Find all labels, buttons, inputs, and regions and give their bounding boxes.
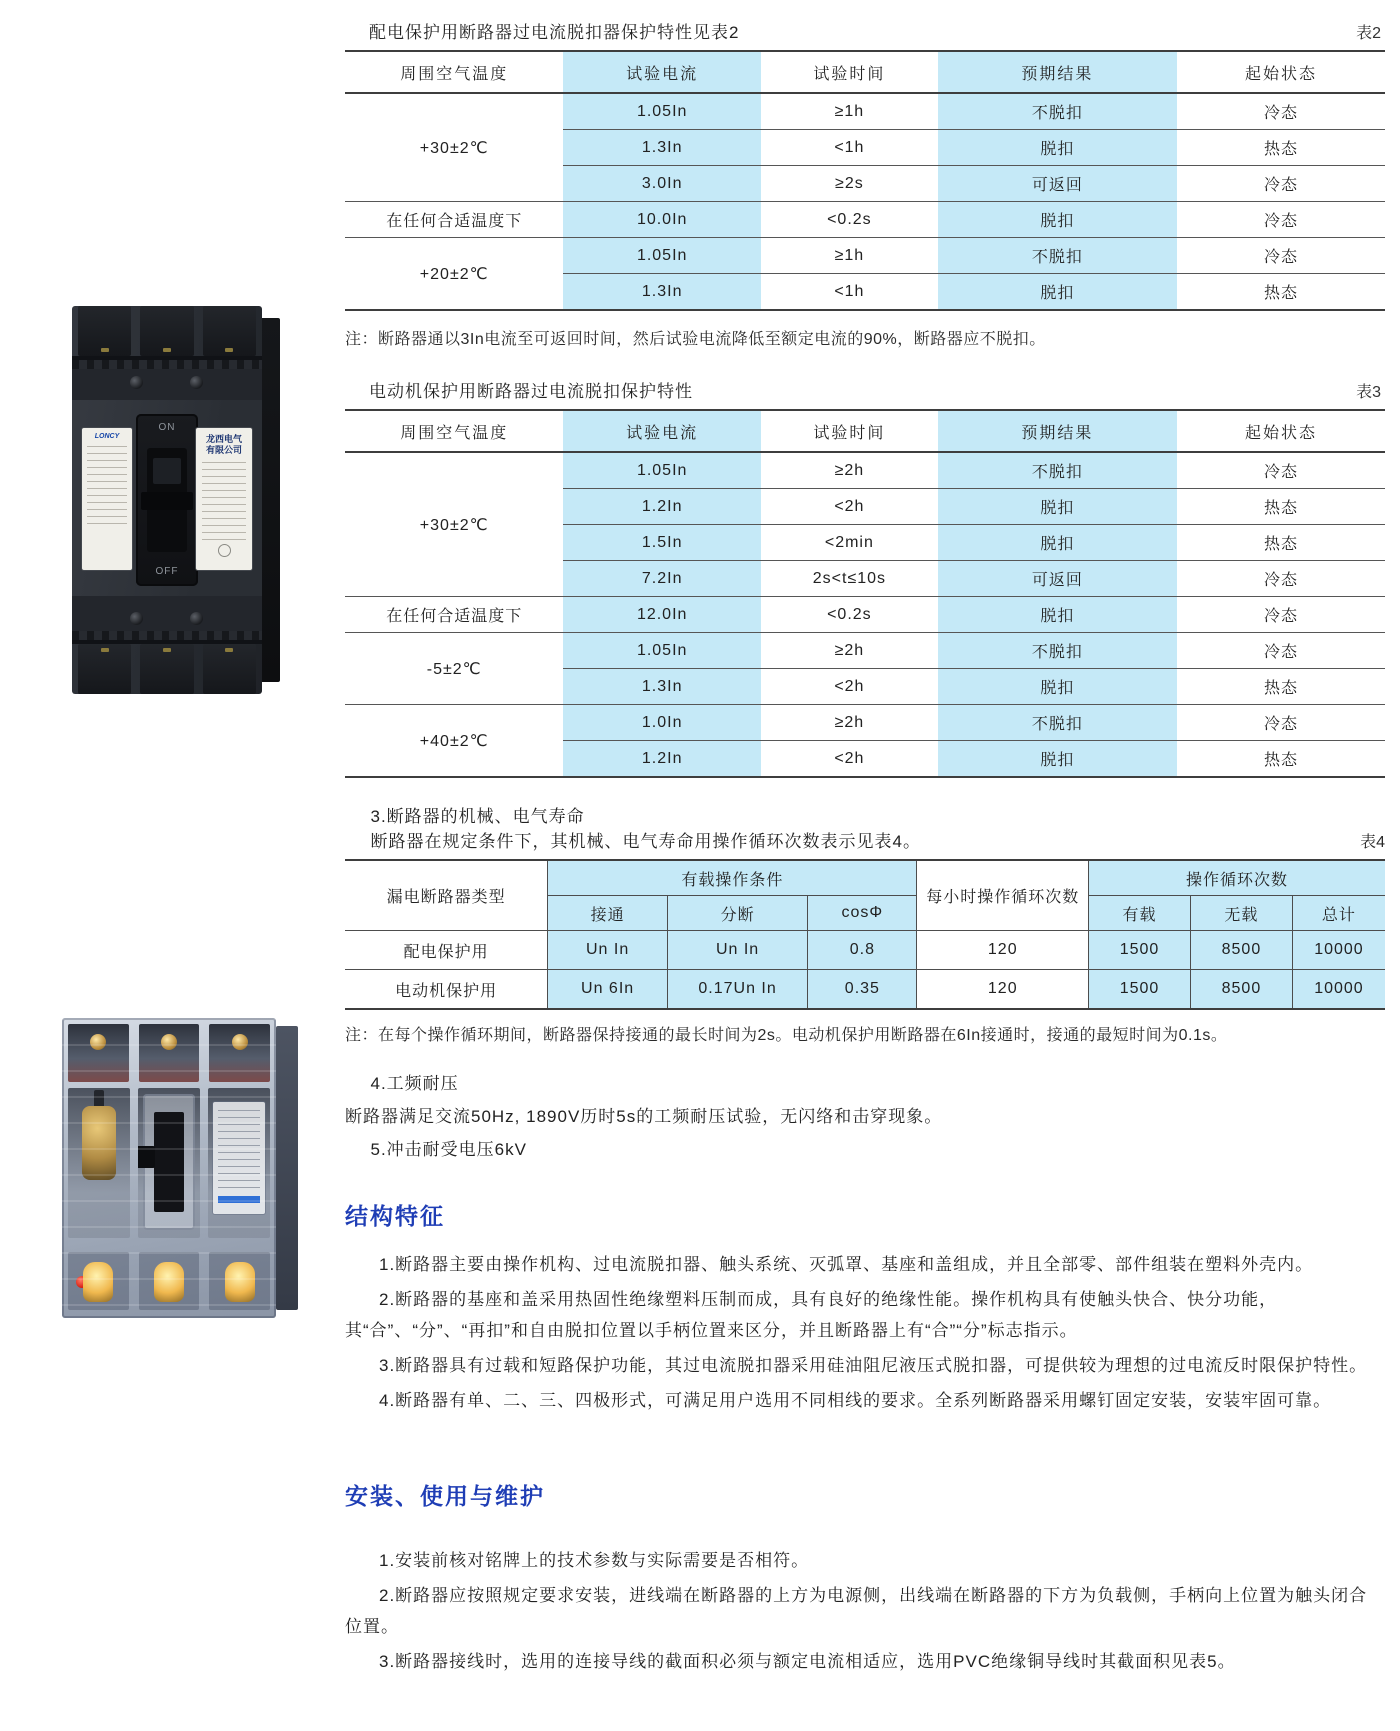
toggle-on-label: ON [158, 422, 176, 433]
header-cell: 预期结果 [938, 410, 1177, 452]
cell: 冷态 [1177, 561, 1385, 597]
header-cell: 无载 [1190, 896, 1292, 931]
install-paragraph: 3.断路器接线时，选用的连接导线的截面积必须与额定电流相适应，选用PVC绝缘铜导线时其截面积见表5。 [379, 1652, 1236, 1671]
cell: 8500 [1190, 970, 1292, 1010]
cell: ≥1h [761, 238, 938, 274]
toggle-housing [143, 1094, 195, 1230]
table4-header-row1 [345, 860, 1385, 896]
cell: 脱扣 [938, 489, 1177, 525]
pole-center [138, 1088, 200, 1238]
terminal [78, 306, 131, 356]
terminal [140, 306, 193, 356]
cell-temp: +40±2℃ [345, 705, 563, 778]
cell: 热态 [1177, 669, 1385, 705]
cell: 1.3In [563, 669, 761, 705]
cell-temp: +30±2℃ [345, 93, 563, 202]
header-cell: 分断 [667, 896, 807, 931]
table-row [345, 705, 1385, 741]
life-line1: 3.断路器的机械、电气寿命 [370, 807, 585, 826]
cell: 1.05In [563, 452, 761, 489]
screw-icon [130, 612, 143, 625]
cell: 脱扣 [938, 274, 1177, 311]
withstand-line1: 4.工频耐压 [370, 1074, 459, 1093]
transparent-breaker-side [276, 1026, 298, 1310]
cell: 热态 [1263, 752, 1298, 769]
cell-temp: 在任何合适温度下 [345, 597, 563, 633]
install-paragraph: 2.断路器应按照规定要求安装，进线端在断路器的上方为电源侧，出线端在断路器的下方为负载侧，手柄向上位置为触头闭合位置。 [345, 1586, 1368, 1636]
header-cell: 试验电流 [563, 51, 761, 93]
table-row [345, 931, 1385, 970]
coil-bulb [83, 1262, 113, 1302]
cell: 12.0In [563, 597, 761, 633]
install-paragraph: 1.安装前核对铭牌上的技术参数与实际需要是否相符。 [379, 1551, 810, 1570]
breaker-top-terminals [78, 306, 256, 356]
cell-temp: -5±2℃ [345, 633, 563, 705]
cell: 1.5In [563, 525, 761, 561]
breaker-bottom-terminals [78, 644, 256, 694]
table3-title-row [345, 377, 1385, 402]
table-row [345, 633, 1385, 669]
structure-heading: 结构特征 [345, 1203, 445, 1229]
cell: 脱扣 [938, 597, 1177, 633]
cell: 1.3In [563, 274, 761, 311]
pole-right [208, 1088, 270, 1238]
document-content [345, 18, 1385, 1677]
label-blue-bar [218, 1196, 261, 1203]
pole-left [68, 1088, 130, 1238]
screw-icon [130, 376, 143, 389]
cell: 1.05In [563, 238, 761, 274]
cell: 冷态 [1177, 452, 1385, 489]
cell: 1.2In [563, 489, 761, 525]
header-cell: 有载 [1089, 896, 1191, 931]
table2-note: 注：断路器通以3In电流至可返回时间，然后试验电流降低至额定电流的90%，断路器应不脱扣。 [345, 331, 1046, 348]
cell: 冷态 [1177, 93, 1385, 130]
arc-chambers [68, 1252, 270, 1310]
table4-label: 表4 [1360, 834, 1385, 851]
cell-temp: 在任何合适温度下 [345, 202, 563, 238]
header-cell: 起始状态 [1177, 51, 1385, 93]
cell: 1.05In [563, 633, 761, 669]
coil [82, 1106, 116, 1180]
cell: 1.3In [563, 130, 761, 166]
cell: 脱扣 [938, 669, 1177, 705]
cell: ≥1h [761, 93, 938, 130]
cell: 120 [917, 931, 1089, 970]
cell: 冷态 [1177, 597, 1385, 633]
cell: 不脱扣 [938, 633, 1177, 669]
breaker-toggle [136, 414, 198, 586]
life-line2: 断路器在规定条件下，其机械、电气寿命用操作循环次数表示见表4。 [370, 832, 921, 851]
header-cell: 漏电断路器类型 [345, 860, 548, 931]
cell: <1h [834, 282, 865, 300]
header-cell: 每小时操作循环次数 [917, 860, 1089, 931]
terminal [140, 644, 193, 694]
cell: 热态 [1177, 525, 1385, 561]
header-cell: 有载操作条件 [548, 860, 917, 896]
cell: 不脱扣 [938, 705, 1177, 741]
terminal [203, 644, 256, 694]
table2-label: 表2 [1356, 25, 1381, 42]
breaker-bottom-band [72, 596, 262, 644]
contact-windows [68, 1024, 270, 1082]
screw-icon [190, 612, 203, 625]
cell: 脱扣 [938, 525, 1177, 561]
cell: 8500 [1190, 931, 1292, 970]
cell: Un 6In [548, 970, 668, 1010]
toggle-knob [138, 1146, 155, 1168]
cell: 1.05In [563, 93, 761, 130]
contact-window [209, 1024, 270, 1082]
cell: 1.2In [563, 741, 761, 778]
arc-chamber [209, 1252, 270, 1310]
table2-title: 配电保护用断路器过电流脱扣器保护特性见表2 [369, 23, 740, 42]
screw-icon [190, 376, 203, 389]
table4-title-row [345, 827, 1385, 852]
breaker-top-band [72, 356, 262, 404]
cell-temp: +20±2℃ [345, 238, 563, 311]
nameplate-left [82, 428, 132, 570]
table-row [345, 597, 1385, 633]
cell: 热态 [1177, 489, 1385, 525]
transparent-breaker-body [62, 1018, 276, 1318]
cell: 3.0In [563, 166, 761, 202]
coil-bulb [225, 1262, 255, 1302]
table-row [345, 93, 1385, 130]
cell: ≥2s [761, 166, 938, 202]
cell: 不脱扣 [938, 238, 1177, 274]
cell-temp: +30±2℃ [345, 452, 563, 597]
nameplate-text-lines [202, 462, 247, 540]
cell: 1.0In [563, 705, 761, 741]
header-cell: 接通 [548, 896, 668, 931]
cell: 0.35 [808, 970, 917, 1010]
breaker-internals [68, 1088, 270, 1238]
coil-bulb [154, 1262, 184, 1302]
cell: <2h [834, 749, 865, 767]
install-heading: 安装、使用与维护 [345, 1483, 545, 1509]
structure-paragraph: 1.断路器主要由操作机构、过电流脱扣器、触头系统、灭弧罩、基座和盖组成，并且全部零、部件组装在塑料外壳内。 [379, 1255, 1314, 1274]
cell: 脱扣 [938, 202, 1177, 238]
breaker-body [72, 306, 262, 694]
cell: <1h [761, 130, 938, 166]
cell: <0.2s [761, 597, 938, 633]
breaker-face [72, 400, 262, 600]
toggle-handle [147, 448, 187, 552]
cell: 冷态 [1177, 705, 1385, 741]
cell: ≥2h [761, 705, 938, 741]
terminal [78, 644, 131, 694]
terminal [203, 306, 256, 356]
table2-title-row [345, 18, 1385, 43]
cell: 可返回 [938, 561, 1177, 597]
table-row [345, 970, 1385, 1010]
internal-spec-label [213, 1102, 265, 1214]
header-cell: 预期结果 [938, 51, 1177, 93]
structure-paragraph: 3.断路器具有过载和短路保护功能，其过电流脱扣器采用硅油阻尼液压式脱扣器，可提供较为理想的过电流反时限保护特性。 [379, 1356, 1368, 1375]
cell: 配电保护用 [345, 931, 548, 970]
cell: 脱扣 [938, 741, 1177, 778]
table2-header-row [345, 51, 1385, 93]
cell: ≥2h [761, 452, 938, 489]
header-cell: 试验电流 [563, 410, 761, 452]
cell: 冷态 [1177, 238, 1385, 274]
cell: 10000 [1292, 970, 1385, 1010]
cell: 不脱扣 [938, 93, 1177, 130]
header-cell: 周围空气温度 [345, 410, 563, 452]
cell: 0.8 [808, 931, 917, 970]
cell: 脱扣 [938, 130, 1177, 166]
cell: Un In [548, 931, 668, 970]
cell: Un In [667, 931, 807, 970]
table-row [345, 202, 1385, 238]
breaker-side-panel [260, 318, 280, 682]
nameplate-text-lines [87, 446, 127, 524]
table2 [345, 50, 1385, 311]
table-row [345, 452, 1385, 489]
header-cell: 试验时间 [761, 410, 938, 452]
cell: 1500 [1089, 970, 1191, 1010]
withstand-line3: 5.冲击耐受电压6kV [370, 1140, 527, 1159]
table-row [345, 238, 1385, 274]
cell: 不脱扣 [938, 452, 1177, 489]
cell: <0.2s [761, 202, 938, 238]
cell: 0.17Un In [667, 970, 807, 1010]
contact-window [139, 1024, 200, 1082]
company-label: 龙西电气有限公司 [205, 434, 242, 455]
cell: 电动机保护用 [345, 970, 548, 1010]
cell: 热态 [1177, 130, 1385, 166]
table3-title: 电动机保护用断路器过电流脱扣保护特性 [369, 382, 693, 401]
breaker-photo-black [72, 306, 280, 694]
table3-label: 表3 [1356, 384, 1381, 401]
breaker-photo-transparent [62, 1018, 298, 1318]
table4-note: 注：在每个操作循环期间，断路器保持接通的最长时间为2s。电动机保护用断路器在6In接通时，接通的最短时间为0.1s。 [345, 1027, 1228, 1044]
cell: 2s<t≤10s [761, 561, 938, 597]
header-cell: cosΦ [808, 896, 917, 931]
table4 [345, 859, 1385, 1010]
brand-label: LONCY [94, 433, 120, 440]
header-cell: 操作循环次数 [1089, 860, 1385, 896]
withstand-line2: 断路器满足交流50Hz, 1890V历时5s的工频耐压试验，无闪络和击穿现象。 [345, 1107, 943, 1126]
cell: 冷态 [1177, 202, 1385, 238]
cell: 冷态 [1177, 633, 1385, 669]
toggle-off-label: OFF [155, 566, 179, 577]
certification-stamp-icon [218, 544, 231, 557]
contact-window [68, 1024, 129, 1082]
cell: 可返回 [938, 166, 1177, 202]
cell: 热态 [1263, 285, 1298, 302]
header-cell: 周围空气温度 [345, 51, 563, 93]
header-cell: 试验时间 [761, 51, 938, 93]
nameplate-right [196, 428, 252, 570]
cell: <2h [761, 669, 938, 705]
cell: 10.0In [563, 202, 761, 238]
cell: ≥2h [761, 633, 938, 669]
table3 [345, 409, 1385, 778]
arc-chamber [68, 1252, 129, 1310]
cell: <2min [761, 525, 938, 561]
cell: 120 [917, 970, 1089, 1010]
arc-chamber [139, 1252, 200, 1310]
cell: 1500 [1089, 931, 1191, 970]
table3-header-row [345, 410, 1385, 452]
cell: 10000 [1292, 931, 1385, 970]
structure-paragraph: 4.断路器有单、二、三、四极形式，可满足用户选用不同相线的要求。全系列断路器采用螺钉固定安装，安装牢固可靠。 [379, 1391, 1332, 1410]
header-cell: 总计 [1292, 896, 1385, 931]
toggle-handle [154, 1112, 184, 1212]
label-text-lines [218, 1110, 261, 1192]
cell: <2h [761, 489, 938, 525]
cell: 7.2In [563, 561, 761, 597]
header-cell: 起始状态 [1177, 410, 1385, 452]
cell: 冷态 [1177, 166, 1385, 202]
structure-paragraph: 2.断路器的基座和盖采用热固性绝缘塑料压制而成，具有良好的绝缘性能。操作机构具有使触头快合、快分功能，其“合”、“分”、“再扣”和自由脱扣位置以手柄位置来区分，并且断路器上有“合”“分”标志指示。 [345, 1290, 1278, 1340]
